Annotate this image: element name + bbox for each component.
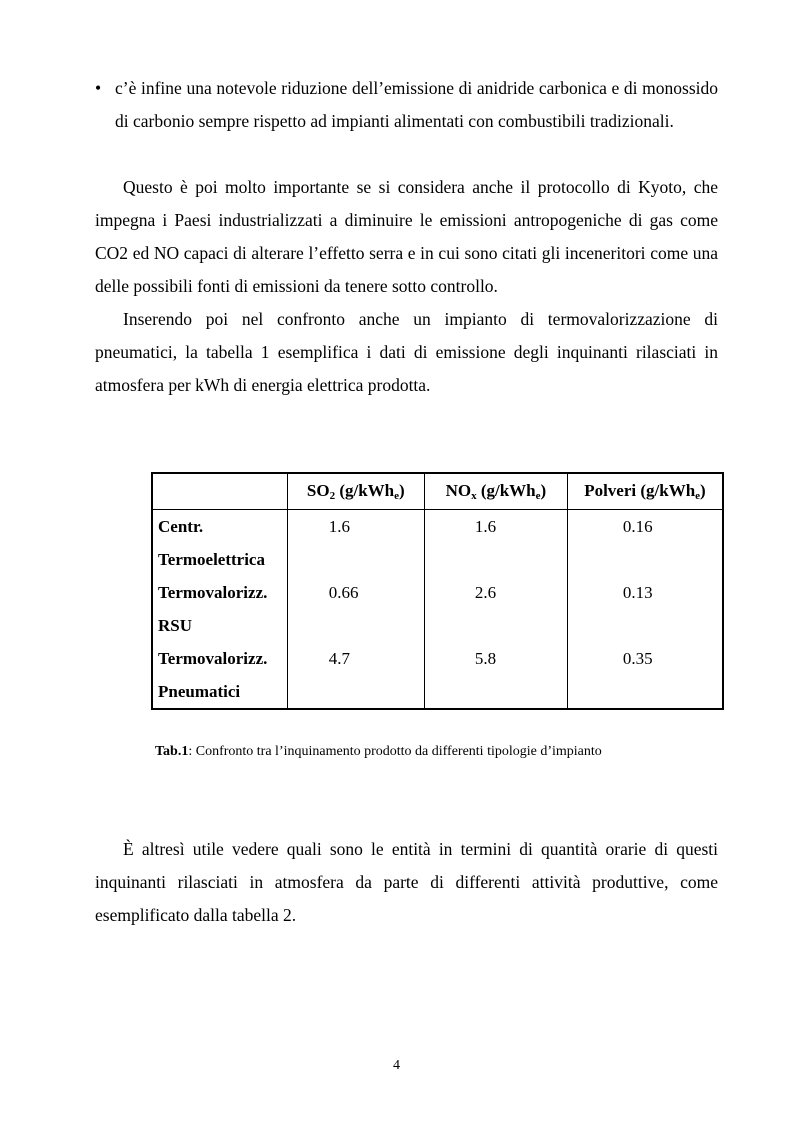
row-label: Termovalorizz. Pneumatici <box>152 642 287 709</box>
bullet-icon: • <box>95 78 102 98</box>
header-polveri: Polveri (g/kWh$_e$) <box>567 473 723 510</box>
emissions-table <box>151 472 724 710</box>
cell-polveri: 0.13 <box>567 576 723 642</box>
table-corner-cell <box>152 473 287 510</box>
row-label: Termovalorizz. RSU <box>152 576 287 642</box>
page-number: 4 <box>393 1058 400 1073</box>
paragraph-table2-intro: È altresì utile vedere quali sono le entità in termini di quantità orarie di questi inquinanti rilasciati in atmosfera da parte di differenti attività produttive, come esemplificato dalla tabella 2. <box>95 839 718 925</box>
table-row <box>152 510 723 577</box>
caption-label: Tab.1 <box>155 744 189 759</box>
cell-polveri: 0.16 <box>567 510 723 577</box>
cell-nox: 2.6 <box>424 576 567 642</box>
bullet-item <box>95 72 718 138</box>
bullet-text: c’è infine una notevole riduzione dell’emissione di anidride carbonica e di monossido di carbonio sempre rispetto ad impianti alimentati con combustibili tradizionali. <box>115 78 718 131</box>
cell-so2: 1.6 <box>287 510 424 577</box>
table-row <box>152 576 723 642</box>
cell-so2: 4.7 <box>287 642 424 709</box>
cell-polveri: 0.35 <box>567 642 723 709</box>
cell-nox: 5.8 <box>424 642 567 709</box>
table-caption <box>155 744 602 760</box>
header-nox: $NO_x$ (g/kWh$_e$) <box>424 473 567 510</box>
table-row <box>152 642 723 709</box>
row-label: Centr. Termoelettrica <box>152 510 287 577</box>
cell-so2: 0.66 <box>287 576 424 642</box>
paragraph-table-intro: Inserendo poi nel confronto anche un impianto di termovalorizzazione di pneumatici, la tabella 1 esemplifica i dati di emissione degli inquinanti rilasciati in atmosfera per kWh di energia elettrica prodotta. <box>95 309 718 395</box>
caption-text: : Confronto tra l’inquinamento prodotto da differenti tipologie d’impianto <box>188 744 602 759</box>
paragraph-kyoto: Questo è poi molto importante se si considera anche il protocollo di Kyoto, che impegna i Paesi industrializzati a diminuire le emissioni antropogeniche di gas come CO2 ed NO capaci di alterare l’effetto serra e in cui sono citati gli inceneritori come una delle possibili fonti di emissioni da tenere sotto controllo. <box>95 177 718 296</box>
cell-nox: 1.6 <box>424 510 567 577</box>
header-so2: $SO_2$ (g/kWh$_e$) <box>287 473 424 510</box>
table-header-row <box>152 473 723 510</box>
